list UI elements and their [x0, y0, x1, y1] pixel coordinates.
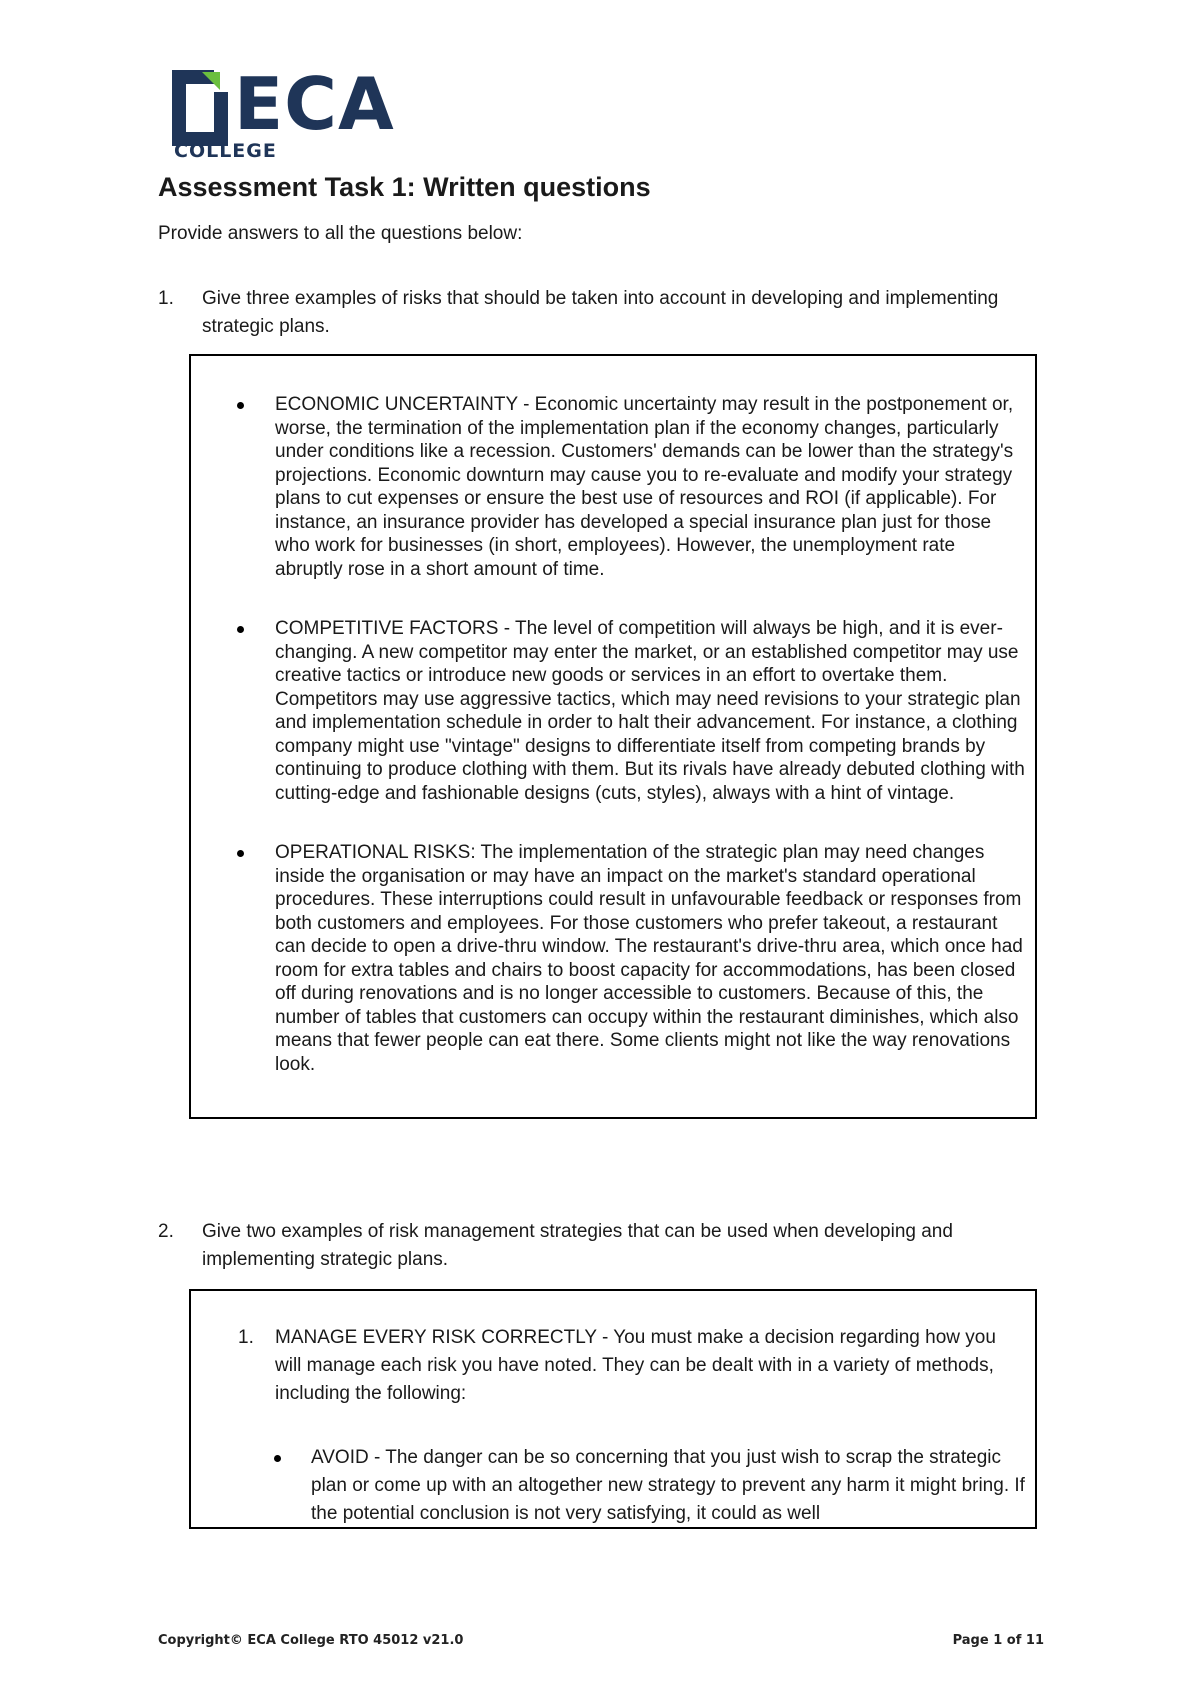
bullet-icon: [237, 850, 244, 857]
answer-list: [191, 393, 1035, 1076]
question-2: [158, 1218, 1058, 1274]
answer-text: AVOID - The danger can be so concerning that you just wish to scrap the strategic plan or come up with an altogether new strategy to prevent any harm it might bring. If the potential conclusion is not very satisfying, it could as well: [311, 1447, 1025, 1524]
page-total: 11: [1025, 1633, 1044, 1648]
question-number: 1.: [158, 288, 174, 309]
eca-college-logo: [172, 62, 442, 165]
question-number: 2.: [158, 1221, 174, 1242]
bullet-icon: [237, 402, 244, 409]
list-item: [191, 1324, 1035, 1408]
answer-box-1[interactable]: [189, 354, 1037, 1119]
page-current: 1: [993, 1633, 1003, 1648]
bullet-icon: [237, 626, 244, 633]
answer-box-2[interactable]: [189, 1289, 1037, 1529]
question-text: Give two examples of risk management strategies that can be used when developing and implementing strategic plans.: [202, 1221, 953, 1270]
question-text: Give three examples of risks that should be taken into account in developing and implementing strategic plans.: [202, 288, 999, 337]
question-1: [158, 285, 1058, 341]
item-number: 1.: [238, 1327, 254, 1348]
logo-mark-icon: [172, 70, 232, 150]
page-number: [953, 1633, 1044, 1648]
answer-text: ECONOMIC UNCERTAINTY - Economic uncertainty may result in the postponement or, worse, the termination of the implementation plan if the economy changes, particularly under conditions like a recession. Customers' demands can be lower than the strategy's projections. Economic downturn may cause you to re-evaluate and modify your strategy plans to cut expenses or ensure the best use of resources and ROI (if applicable). For instance, an insurance provider has developed a special insurance plan just for those who work for businesses (in short, employees). However, the unemployment rate abruptly rose in a short amount of time.: [275, 394, 1014, 580]
page-of: of: [1006, 1633, 1022, 1648]
bullet-icon: [274, 1455, 281, 1462]
answer-text: MANAGE EVERY RISK CORRECTLY - You must make a decision regarding how you will manage each risk you have noted. They can be dealt with in a variety of methods, including the following:: [275, 1327, 996, 1404]
copyright-text: Copyright© ECA College RTO 45012 v21.0: [158, 1633, 464, 1648]
list-item: [191, 617, 1035, 805]
answer-text: OPERATIONAL RISKS: The implementation of the strategic plan may need changes inside the organisation or may have an impact on the market's standard operational procedures. These interruptions could result in unfavourable feedback or responses from both customers and employees. For those customers who prefer takeout, a restaurant can decide to open a drive-thru window. The restaurant's drive-thru area, which once had room for extra tables and chairs to boost capacity for accommodations, has been closed off during renovations and is no longer accessible to customers. Because of this, the number of tables that customers can occupy within the restaurant diminishes, which also means that fewer people can eat there. Some clients might not like the way renovations look.: [275, 842, 1023, 1075]
logo-text-sub: COLLEGE: [174, 140, 277, 162]
list-item: [191, 393, 1035, 581]
list-item: [191, 841, 1035, 1076]
page-footer: [158, 1633, 1044, 1648]
sub-list: [191, 1444, 1035, 1528]
list-item: [191, 1444, 1035, 1528]
page-title: Assessment Task 1: Written questions: [158, 172, 651, 202]
page-label: Page: [952, 1633, 989, 1648]
logo-text-main: ECA: [234, 62, 395, 146]
intro-text: Provide answers to all the questions below:: [158, 223, 523, 244]
answer-text: COMPETITIVE FACTORS - The level of competition will always be high, and it is ever-changing. A new competitor may enter the market, or an established competitor may use creative tactics or introduce new goods or services in an effort to overtake them. Competitors may use aggressive tactics, which may need revisions to your strategic plan and implementation schedule in order to halt their advancement. For instance, a clothing company might use "vintage" designs to differentiate itself from competing brands by continuing to produce clothing with them. But its rivals have already debuted clothing with cutting-edge and fashionable designs (cuts, styles), always with a hint of vintage.: [275, 618, 1025, 804]
